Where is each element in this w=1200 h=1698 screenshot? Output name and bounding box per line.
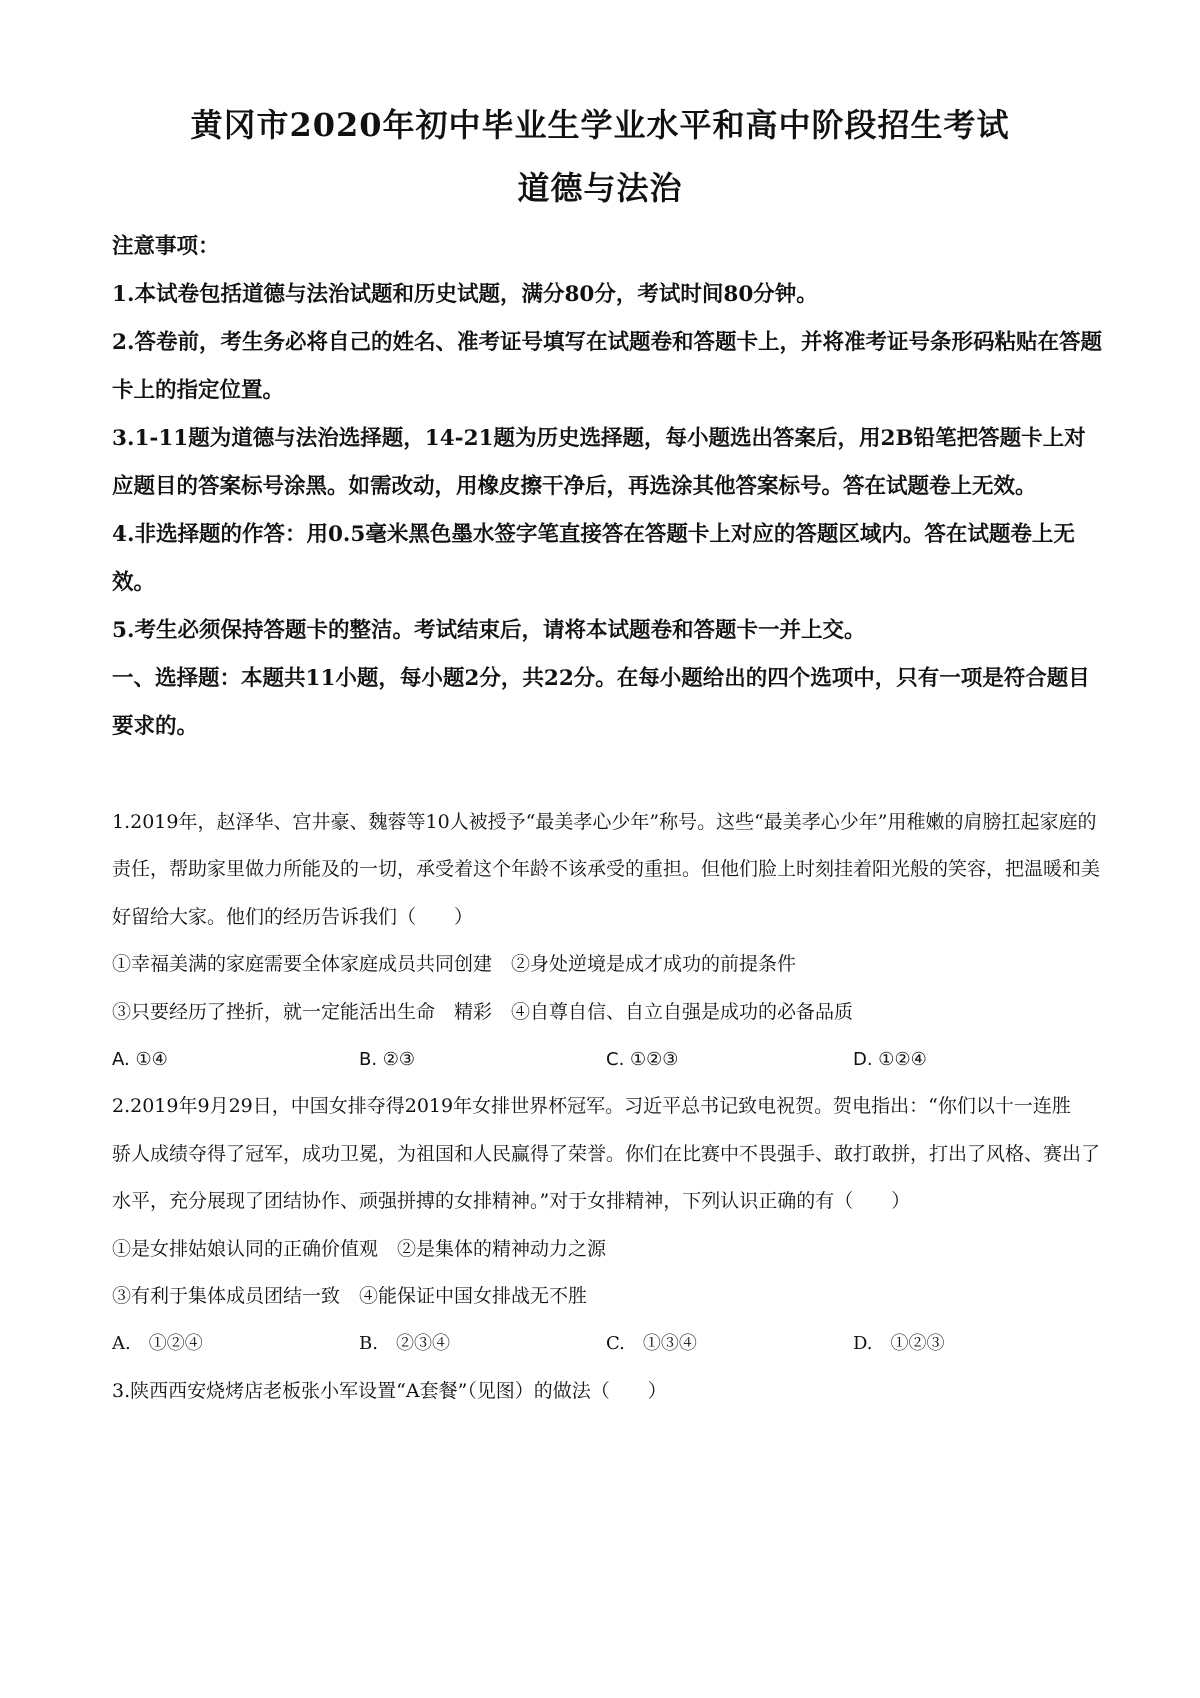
option-d: D. ①②③ [853, 1333, 945, 1355]
notes-heading: 注意事项： [112, 234, 220, 259]
question-3-stem: 3.陕西西安烧烤店老板张小军设置“A套餐”（见图）的做法（ ） [112, 1379, 667, 1402]
note-item: 2.答卷前，考生务必将自己的姓名、准考证号填写在试题卷和答题卡上，并将准考证号条形码粘贴在答题卡上的指定位置。 [112, 330, 1102, 403]
option-c: C. ①③④ [606, 1333, 697, 1355]
option-a: A. ①④ [112, 1049, 168, 1071]
section-heading: 一、选择题：本题共11小题，每小题2分，共22分。在每小题给出的四个选项中，只有一项是符合题目要求的。 [112, 666, 1090, 739]
note-item: 1.本试卷包括道德与法治试题和历史试题，满分80分，考试时间80分钟。 [112, 282, 818, 307]
note-item: 3.1-11题为道德与法治选择题，14-21题为历史选择题，每小题选出答案后，用2B铅笔把答题卡上对应题目的答案标号涂黑。如需改动，用橡皮擦干净后，再选涂其他答案标号。答在试题卷上无效。 [112, 426, 1086, 499]
question-1-options [112, 1036, 1102, 1083]
subject-title: 道德与法治 [517, 169, 683, 207]
option-b: B. ②③ [359, 1049, 416, 1071]
note-item: 5.考生必须保持答题卡的整洁。考试结束后，请将本试题卷和答题卡一并上交。 [112, 618, 866, 643]
question-2-options [112, 1320, 1102, 1367]
notes-section [112, 223, 1102, 751]
question-1-statement: ③只要经历了挫折，就一定能活出生命 精彩 ④自尊自信、自立自强是成功的必备品质 [112, 1000, 854, 1023]
option-c: C. ①②③ [606, 1049, 679, 1071]
note-item: 4.非选择题的作答：用0.5毫米黑色墨水签字笔直接答在答题卡上对应的答题区域内。答在试题卷上无效。 [112, 522, 1075, 595]
exam-title: 黄冈市2020年初中毕业生学业水平和高中阶段招生考试 [190, 106, 1010, 144]
option-d: D. ①②④ [853, 1049, 927, 1071]
question-1-stem: 1.2019年，赵泽华、宫井豪、魏蓉等10人被授予“最美孝心少年”称号。这些“最美孝心少年”用稚嫩的肩膀扛起家庭的责任，帮助家里做力所能及的一切，承受着这个年龄不该承受的重担。但他们脸上时刻挂着阳光般的笑容，把温暖和美好留给大家。他们的经历告诉我们（ ） [112, 811, 1101, 928]
question-2-stem: 2.2019年9月29日，中国女排夺得2019年女排世界杯冠军。习近平总书记致电祝贺。贺电指出：“你们以十一连胜 骄人成绩夺得了冠军，成功卫冕，为祖国和人民赢得了荣誉。你们在比赛中不畏强手、敢打敢拼，打出了风格、赛出了水平，充分展现了团结协作、顽强拼搏的女排精神。”对于女排精神，下列认识正确的有（ ） [112, 1095, 1101, 1213]
question-2-statement: ①是女排姑娘认同的正确价值观 ②是集体的精神动力之源 [112, 1237, 607, 1260]
questions-section [112, 799, 1102, 1415]
question-1-statement: ①幸福美满的家庭需要全体家庭成员共同创建 ②身处逆境是成才成功的前提条件 [112, 953, 797, 976]
option-a: A. ①②④ [112, 1333, 203, 1355]
question-2-statement: ③有利于集体成员团结一致 ④能保证中国女排战无不胜 [112, 1285, 588, 1308]
option-b: B. ②③④ [359, 1333, 450, 1355]
